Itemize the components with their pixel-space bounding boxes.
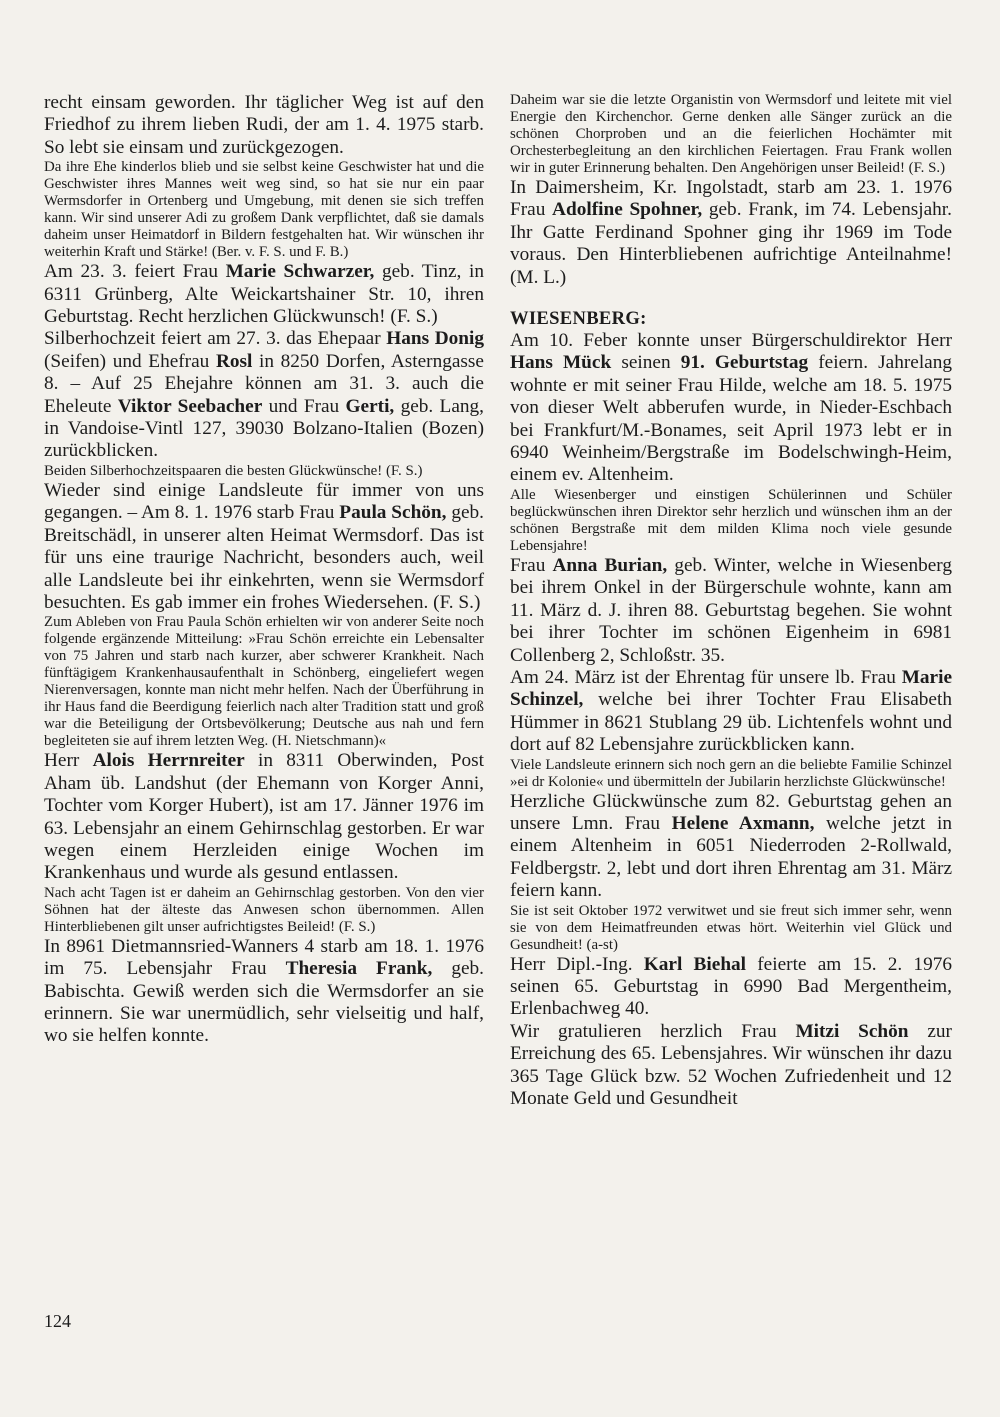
right-column bbox=[510, 92, 952, 1110]
paragraph: Silberhochzeit feiert am 27. 3. das Ehepaar Hans Donig (Seifen) und Ehefrau Rosl in 8250 Dorfen, Asterngasse 8. – Auf 25 Ehejahre können am 31. 3. auch die Eheleute Viktor Seebacher und Frau Gerti, geb. Lang, in Vandoise-Vintl 127, 39030 Bolzano-Italien (Bozen) zurückblicken. bbox=[44, 328, 484, 462]
section-heading: WIESENBERG: bbox=[510, 308, 647, 330]
small-paragraph: Beiden Silberhochzeitspaaren die besten Glückwünsche! (F. S.) bbox=[44, 462, 423, 479]
small-paragraph: Viele Landsleute erinnern sich noch gern an die beliebte Familie Schinzel »ei dr Kolonie« und übermitteln der Jubilarin herzlichste Glückwünsche! bbox=[510, 756, 952, 790]
paragraph: In Daimersheim, Kr. Ingolstadt, starb am 23. 1. 1976 Frau Adolfine Spohner, geb. Frank, im 74. Lebensjahr. Ihr Gatte Ferdinand Spohner ging ihr 1969 im Tode voraus. Den Hinterbliebenen aufrichtige Anteilnahme! (M. L.) bbox=[510, 177, 952, 288]
left-column bbox=[44, 92, 484, 1048]
paragraph: Am 24. März ist der Ehrentag für unsere lb. Frau Marie Schinzel, welche bei ihrer Tochter Frau Elisabeth Hümmer in 8621 Stublang 29 üb. Lichtenfels wohnt und dort auf 82 Lebensjahre zurückblicken kann. bbox=[510, 666, 952, 756]
small-paragraph: Nach acht Tagen ist er daheim an Gehirnschlag gestorben. Von den vier Söhnen hat der älteste das Anwesen schon übernommen. Allen Hinterbliebenen gilt unser aufrichtigstes Beileid! (F. S.) bbox=[44, 884, 484, 935]
paragraph: In 8961 Dietmannsried-Wanners 4 starb am 18. 1. 1976 im 75. Lebensjahr Frau Theresia Frank, geb. Babischta. Gewiß werden sich die Wermsdorfer an sie erinnern. Sie war unermüdlich, sehr vielseitig und half, wo sie helfen konnte. bbox=[44, 935, 484, 1047]
small-paragraph: Zum Ableben von Frau Paula Schön erhielten wir von anderer Seite noch folgende ergänzende Mitteilung: »Frau Schön erreichte ein Lebensalter von 75 Jahren und starb nach kurzer, aber schwerer Krankheit. Nach fünftägigem Krankenhausaufenthalt in Schönberg, eingeliefert wegen Nierenversagen, konnte man nicht mehr helfen. Nach der Überführung in ihr Haus fand die Beerdigung feierlich nach alter Tradition statt und groß war die Beteiligung der Ortsbevölkerung; Deutsche aus nah und fern begleiteten sie auf ihrem letzten Weg. (H. Nietschmann)« bbox=[44, 614, 484, 750]
page-number: 124 bbox=[44, 1311, 71, 1331]
paragraph: Am 23. 3. feiert Frau Marie Schwarzer, geb. Tinz, in 6311 Grünberg, Alte Weickartshainer Str. 10, ihren Geburtstag. Recht herzlichen Glückwunsch! (F. S.) bbox=[44, 261, 484, 328]
small-paragraph: Alle Wiesenberger und einstigen Schülerinnen und Schüler beglückwünschen ihren Direktor sehr herzlich und wünschen ihm an der schönen Bergstraße mit dem milden Klima noch viele gesunde Lebensjahre! bbox=[510, 486, 952, 554]
small-paragraph: Da ihre Ehe kinderlos blieb und sie selbst keine Geschwister hat und die Geschwister ihres Mannes weit weg sind, so hat sie nur ein paar Wermsdorfer in Ortenberg und Umgebung, mit denen sie sich treffen kann. Wir sind unserer Adi zu großem Dank verpflichtet, daß sie damals daheim unser Heimatdorf in Bildern festgehalten hat. Wir wünschen ihr weiterhin Kraft und Stärke! (Ber. v. F. S. und F. B.) bbox=[44, 159, 484, 261]
paragraph: recht einsam geworden. Ihr täglicher Weg ist auf den Friedhof zu ihrem lieben Rudi, der am 1. 4. 1975 starb. So lebt sie einsam und zurückgezogen. bbox=[44, 92, 484, 158]
paragraph: Wieder sind einige Landsleute für immer von uns gegangen. – Am 8. 1. 1976 starb Frau Paula Schön, geb. Breitschädl, in unserer alten Heimat Wermsdorf. Das ist für uns eine traurige Nachricht, besonders auch, weil alle Landsleute bei ihr einkehrten, wenn sie Wermsdorf besuchten. Es gab immer ein frohes Wiedersehen. (F. S.) bbox=[44, 479, 484, 613]
paragraph: Wir gratulieren herzlich Frau Mitzi Schön zur Erreichung des 65. Lebensjahres. Wir wünschen ihr dazu 365 Tage Glück bzw. 52 Wochen Zufriedenheit und 12 Monate Geld und Gesundheit bbox=[510, 1020, 952, 1109]
paragraph: Am 10. Feber konnte unser Bürgerschuldirektor Herr Hans Mück seinen 91. Geburtstag feiern. Jahrelang wohnte er mit seiner Frau Hilde, welche am 18. 5. 1975 von dieser Welt abberufen wurde, in Nieder-Eschbach bei Frankfurt/M.-Bonames, seit April 1973 lebt er in 6940 Weinheim/Bergstraße im Bodelschwingh-Heim, einem ev. Altenheim. bbox=[510, 330, 953, 486]
paragraph: Herzliche Glückwünsche zum 82. Geburtstag gehen an unsere Lmn. Frau Helene Axmann, welche jetzt in einem Altenheim in 6051 Niederroden 2-Rollwald, Feldbergstr. 2, lebt und dort ihren Ehrentag am 31. März feiern kann. bbox=[510, 790, 952, 902]
small-paragraph: Daheim war sie die letzte Organistin von Wermsdorf und leitete mit viel Energie den Kirchenchor. Gerne denken alle Sänger zurück an die schönen Chorproben und an die feierlichen Hochämter mit Orchesterbegleitung an den kirchlichen Feiertagen. Frau Frank wollen wir in guter Erinnerung behalten. Den Angehörigen unser Beileid! (F. S.) bbox=[510, 92, 952, 176]
small-paragraph: Sie ist seit Oktober 1972 verwitwet und sie freut sich immer sehr, wenn sie von dem Heimatfreunden etwas hört. Weiterhin viel Glück und Gesundheit! (a-st) bbox=[510, 902, 952, 953]
paragraph: Herr Alois Herrnreiter in 8311 Oberwinden, Post Aham üb. Landshut (der Ehemann von Korger Anni, Tochter vom Korger Hubert), ist am 17. Jänner 1976 im 63. Lebensjahr an einem Gehirnschlag gestorben. Er war wegen einem Herzleiden einige Wochen im Krankenhaus und wurde als gesund entlassen. bbox=[44, 750, 484, 884]
paragraph: Frau Anna Burian, geb. Winter, welche in Wiesenberg bei ihrem Onkel in der Bürgerschule wohnte, kann am 11. März d. J. ihren 88. Geburtstag begehen. Sie wohnt bei ihrer Tochter im schönen Eigenheim in 6981 Collenberg 2, Schloßstr. 35. bbox=[510, 554, 953, 666]
paragraph: Herr Dipl.-Ing. Karl Biehal feierte am 15. 2. 1976 seinen 65. Geburtstag in 6990 Bad Mergentheim, Erlenbachweg 40. bbox=[510, 953, 952, 1020]
